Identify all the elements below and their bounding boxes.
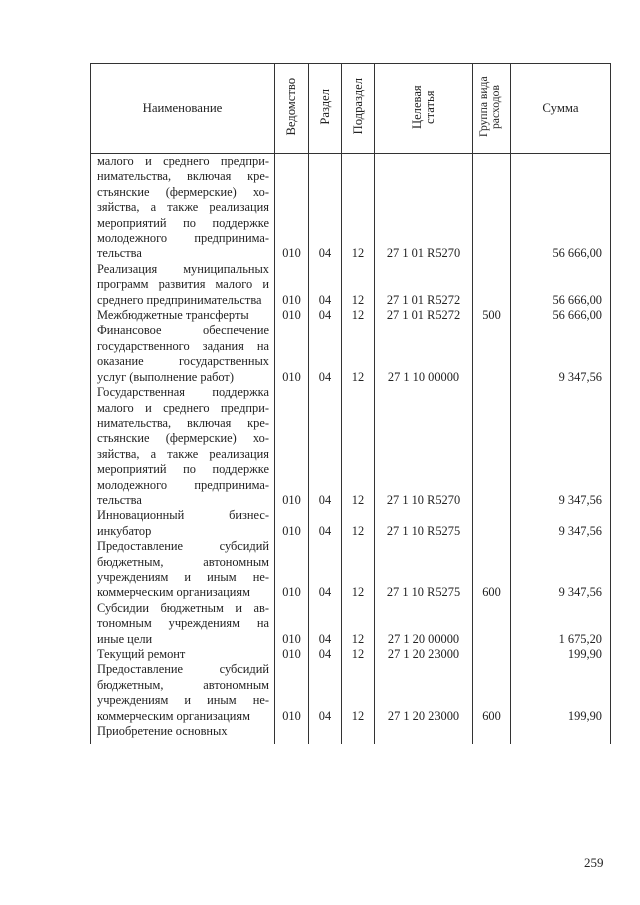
cell-celevaya-statya: 27 1 01 R5272	[375, 262, 473, 308]
table-row	[91, 323, 611, 385]
table-row	[91, 662, 611, 724]
cell-vedomstvo: 010	[275, 508, 309, 539]
cell-razdel: 04	[309, 601, 342, 647]
header-celevaya-statya: Целевая статья	[375, 64, 473, 154]
cell-name: Финансовое обеспечение государственного задания на оказание государственных услуг (выполнение работ)	[91, 323, 275, 385]
cell-celevaya-statya: 27 1 10 00000	[375, 323, 473, 385]
cell-razdel: 04	[309, 323, 342, 385]
header-name: Наименование	[91, 64, 275, 154]
cell-podrazdel: 12	[342, 539, 375, 601]
cell-celevaya-statya: 27 1 01 R5270	[375, 154, 473, 262]
table-row	[91, 262, 611, 308]
cell-gruppa	[473, 323, 511, 385]
cell-razdel: 04	[309, 662, 342, 724]
cell-podrazdel: 12	[342, 385, 375, 508]
cell-summa: 199,90	[511, 647, 611, 662]
cell-vedomstvo: 010	[275, 539, 309, 601]
cell-razdel	[309, 724, 342, 744]
cell-razdel: 04	[309, 262, 342, 308]
table-body	[91, 154, 611, 745]
table-row	[91, 539, 611, 601]
header-gruppa-vida-rashodov: Группа вида расходов	[473, 64, 511, 154]
table-row	[91, 647, 611, 662]
cell-name: Субсидии бюджетным и автономным учреждениям на иные цели	[91, 601, 275, 647]
cell-podrazdel: 12	[342, 647, 375, 662]
page-number: 259	[584, 855, 604, 870]
cell-vedomstvo: 010	[275, 662, 309, 724]
cell-name: Реализация муниципальных программ развития малого и среднего предпринимательства	[91, 262, 275, 308]
cell-name: Предоставление субсидий бюджетным, автономным учреждениям и иным некоммерческим организациям	[91, 662, 275, 724]
cell-name: малого и среднего предпринимательства, включая крестьянские (фермерские) хозяйства, а также реализация мероприятий по поддержке молодежного предпринимательства	[91, 154, 275, 262]
table-row	[91, 508, 611, 539]
cell-summa: 56 666,00	[511, 154, 611, 262]
cell-vedomstvo: 010	[275, 262, 309, 308]
cell-razdel: 04	[309, 385, 342, 508]
cell-podrazdel: 12	[342, 154, 375, 262]
budget-table	[90, 63, 611, 744]
cell-summa: 9 347,56	[511, 323, 611, 385]
cell-name: Межбюджетные трансферты	[91, 308, 275, 323]
cell-celevaya-statya: 27 1 10 R5275	[375, 508, 473, 539]
cell-razdel: 04	[309, 308, 342, 323]
table-row	[91, 724, 611, 744]
cell-vedomstvo: 010	[275, 647, 309, 662]
cell-podrazdel: 12	[342, 308, 375, 323]
cell-podrazdel: 12	[342, 323, 375, 385]
header-vedomstvo: Ведомство	[275, 64, 309, 154]
cell-celevaya-statya: 27 1 20 23000	[375, 647, 473, 662]
cell-name: Инновационный бизнес-инкубатор	[91, 508, 275, 539]
table-row	[91, 601, 611, 647]
header-razdel: Раздел	[309, 64, 342, 154]
cell-celevaya-statya: 27 1 20 00000	[375, 601, 473, 647]
cell-razdel: 04	[309, 647, 342, 662]
cell-podrazdel: 12	[342, 601, 375, 647]
cell-celevaya-statya	[375, 724, 473, 744]
cell-gruppa: 500	[473, 308, 511, 323]
cell-gruppa	[473, 508, 511, 539]
cell-name: Текущий ремонт	[91, 647, 275, 662]
cell-razdel: 04	[309, 508, 342, 539]
cell-gruppa	[473, 154, 511, 262]
cell-celevaya-statya: 27 1 20 23000	[375, 662, 473, 724]
cell-gruppa: 600	[473, 539, 511, 601]
cell-razdel: 04	[309, 154, 342, 262]
cell-podrazdel	[342, 724, 375, 744]
cell-summa: 56 666,00	[511, 262, 611, 308]
cell-summa: 9 347,56	[511, 539, 611, 601]
cell-gruppa	[473, 601, 511, 647]
cell-summa: 199,90	[511, 662, 611, 724]
cell-gruppa	[473, 385, 511, 508]
cell-vedomstvo: 010	[275, 323, 309, 385]
header-podrazdel: Подраздел	[342, 64, 375, 154]
cell-vedomstvo: 010	[275, 385, 309, 508]
cell-summa: 1 675,20	[511, 601, 611, 647]
cell-gruppa	[473, 262, 511, 308]
cell-podrazdel: 12	[342, 662, 375, 724]
cell-name: Приобретение основных	[91, 724, 275, 744]
cell-vedomstvo	[275, 724, 309, 744]
cell-vedomstvo: 010	[275, 601, 309, 647]
cell-gruppa: 600	[473, 662, 511, 724]
cell-vedomstvo: 010	[275, 308, 309, 323]
cell-podrazdel: 12	[342, 262, 375, 308]
cell-summa: 9 347,56	[511, 508, 611, 539]
cell-name: Предоставление субсидий бюджетным, автономным учреждениям и иным некоммерческим организациям	[91, 539, 275, 601]
table-row	[91, 308, 611, 323]
cell-celevaya-statya: 27 1 10 R5270	[375, 385, 473, 508]
cell-razdel: 04	[309, 539, 342, 601]
cell-celevaya-statya: 27 1 10 R5275	[375, 539, 473, 601]
cell-celevaya-statya: 27 1 01 R5272	[375, 308, 473, 323]
table-header	[91, 64, 611, 154]
cell-summa: 56 666,00	[511, 308, 611, 323]
cell-summa	[511, 724, 611, 744]
cell-name: Государственная поддержка малого и среднего предпринимательства, включая крестьянские (фермерские) хозяйства, а также реализация мероприятий по поддержке молодежного предпринимательства	[91, 385, 275, 508]
table-row	[91, 154, 611, 262]
cell-summa: 9 347,56	[511, 385, 611, 508]
header-summa: Сумма	[511, 64, 611, 154]
cell-podrazdel: 12	[342, 508, 375, 539]
cell-gruppa	[473, 647, 511, 662]
cell-vedomstvo: 010	[275, 154, 309, 262]
cell-gruppa	[473, 724, 511, 744]
table-row	[91, 385, 611, 508]
